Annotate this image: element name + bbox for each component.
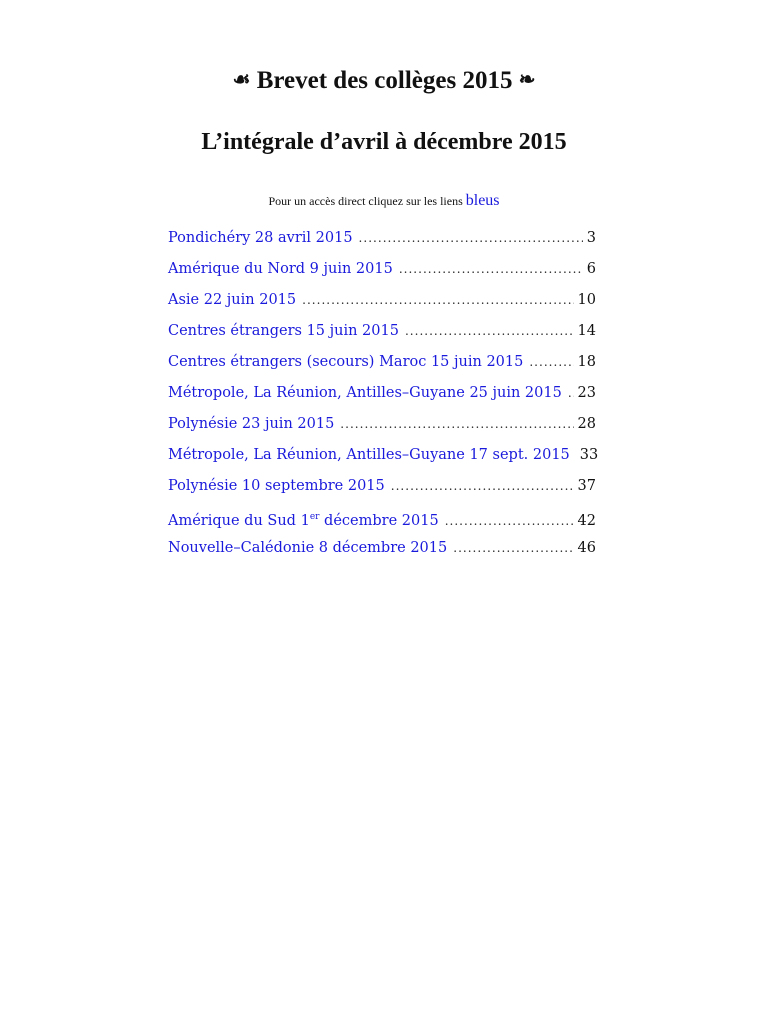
toc-entry [168,381,596,412]
hint-blue-word: bleus [465,192,500,209]
toc-link-pondichery[interactable]: Pondichéry 28 avril 2015 [168,230,353,246]
toc-entry [168,257,596,288]
title-text: Brevet des collèges 2015 [256,67,513,94]
toc-link-metropole-septembre[interactable]: Métropole, La Réunion, Antilles–Guyane 17 sept. 2015 [168,447,570,463]
leader-dots [445,509,574,533]
toc-link-centres-etrangers[interactable]: Centres étrangers 15 juin 2015 [168,323,399,339]
toc-page-number: 28 [577,416,596,432]
toc-page-number: 6 [586,261,596,277]
leader-dots [302,288,573,312]
fleuron-left-icon: ☙ [232,69,251,91]
toc-entry [168,226,596,257]
toc-page-number: 3 [586,230,596,246]
toc-entry [168,288,596,319]
toc-page-number: 14 [577,323,596,339]
ordinal-superscript: er [309,512,320,522]
leader-dots [391,474,574,498]
navigation-hint [0,190,768,212]
leader-dots [568,381,574,405]
toc-entry [168,412,596,443]
toc-entry [168,443,599,474]
toc-link-asie[interactable]: Asie 22 juin 2015 [168,292,297,308]
toc-link-polynesie-juin[interactable]: Polynésie 23 juin 2015 [168,416,335,432]
table-of-contents [168,226,599,567]
leader-dots [405,319,574,343]
toc-link-metropole-juin[interactable]: Métropole, La Réunion, Antilles–Guyane 25 juin 2015 [168,385,562,401]
toc-page-number: 42 [577,513,596,529]
toc-link-nouvelle-caledonie[interactable]: Nouvelle–Calédonie 8 décembre 2015 [168,540,448,556]
toc-entry [168,505,596,536]
toc-entry [168,319,596,350]
toc-entry [168,350,596,381]
toc-page-number: 18 [577,354,596,370]
leader-dots [340,412,573,436]
toc-entry [168,474,596,505]
toc-page-number: 23 [577,385,596,401]
hint-text: Pour un accès direct cliquez sur les liens [268,194,463,208]
leader-dots [453,536,573,560]
toc-page-number: 46 [577,540,596,556]
toc-page-number: 10 [577,292,596,308]
document-title [0,64,768,97]
leader-dots [529,350,573,374]
toc-entry [168,536,596,567]
toc-link-amerique-du-nord[interactable]: Amérique du Nord 9 juin 2015 [168,261,393,277]
fleuron-right-icon: ❧ [518,69,536,91]
leader-dots [359,226,583,250]
toc-label-part: Amérique du Sud 1 [168,513,310,529]
document-subtitle: L’intégrale d’avril à décembre 2015 [201,129,567,155]
toc-link-polynesie-septembre[interactable]: Polynésie 10 septembre 2015 [168,478,385,494]
toc-link-centres-etrangers-secours-maroc[interactable]: Centres étrangers (secours) Maroc 15 juin 2015 [168,354,524,370]
leader-dots [399,257,583,281]
toc-page-number: 37 [577,478,596,494]
toc-label-part: décembre 2015 [319,513,439,529]
toc-page-number: 33 [579,447,599,463]
toc-link-amerique-du-sud[interactable] [168,505,439,533]
